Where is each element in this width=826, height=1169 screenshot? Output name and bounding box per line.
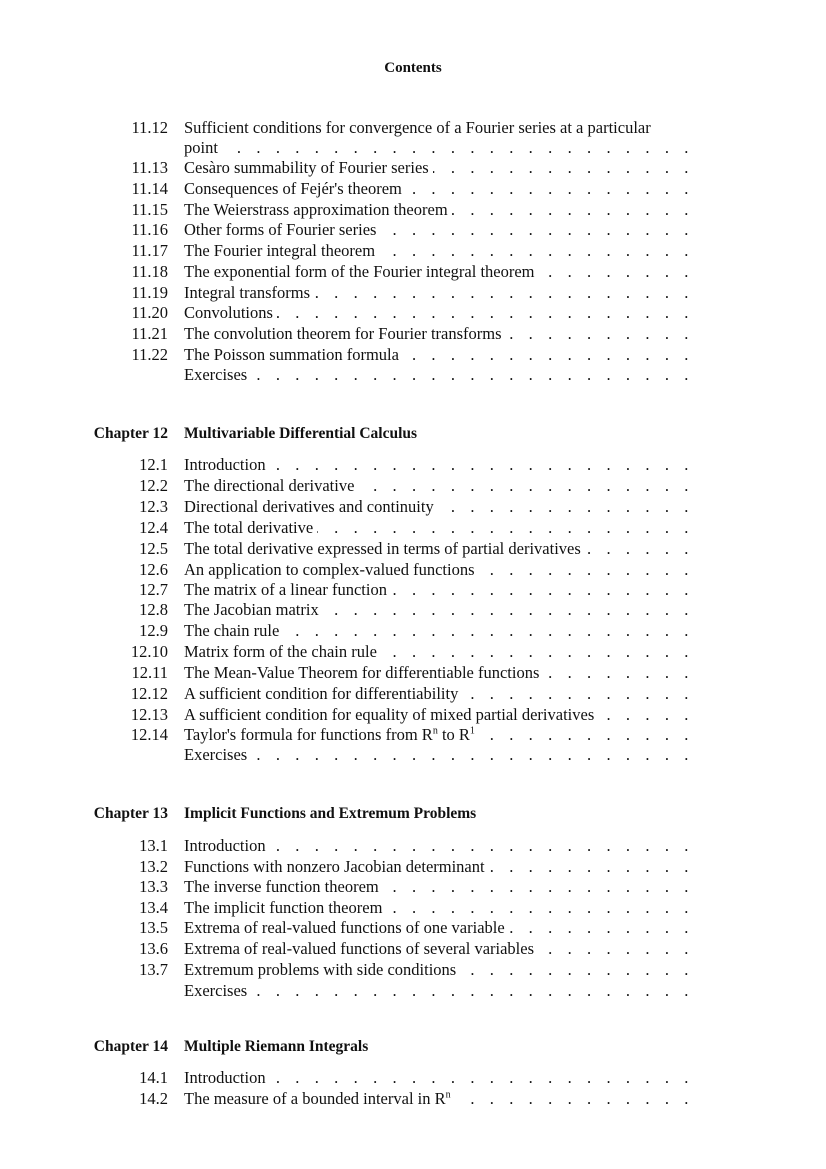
section-title: Integral transforms . . .	[184, 283, 694, 303]
toc-entry	[0, 836, 826, 856]
section-title: Matrix form of the chain rule . . .	[184, 642, 694, 662]
chapter-number: Chapter 14	[93, 1038, 168, 1055]
chapter-title: Implicit Functions and Extremum Problems	[184, 804, 694, 824]
section-title: An application to complex-valued functions . . .	[184, 560, 694, 580]
section-title: The Weierstrass approximation theorem . . .	[184, 200, 694, 220]
section-title: The directional derivative . . .	[184, 476, 694, 496]
section-title: The Jacobian matrix . . .	[184, 600, 694, 620]
section-number: 14.1	[139, 1068, 168, 1087]
section-title: Functions with nonzero Jacobian determinant . . .	[184, 857, 694, 877]
chapter-title: Multiple Riemann Integrals	[184, 1037, 694, 1057]
toc-entry	[0, 518, 826, 538]
section-title: The exponential form of the Fourier integral theorem . . .	[184, 262, 694, 282]
toc-entry	[0, 345, 826, 365]
section-number: 12.12	[130, 684, 168, 703]
section-number: 12.9	[139, 621, 168, 640]
toc-entry	[0, 600, 826, 620]
section-title: Extremum problems with side conditions . . .	[184, 960, 694, 980]
section-title: Taylor's formula for functions from $R^n$ to $R^1$ . . .	[184, 725, 694, 745]
toc-entry	[0, 960, 826, 980]
section-title: Exercises . . .	[184, 365, 694, 385]
toc-entry	[0, 220, 826, 240]
section-title: A sufficient condition for equality of mixed partial derivatives . . .	[184, 705, 694, 725]
section-number: 13.7	[139, 960, 168, 979]
toc-entry	[0, 663, 826, 683]
section-title: Exercises . . .	[184, 745, 694, 765]
chapter-heading	[0, 424, 826, 444]
section-number: 11.18	[131, 262, 168, 281]
section-title: Cesàro summability of Fourier series . . .	[184, 158, 694, 178]
section-title: The total derivative expressed in terms of partial derivatives . . .	[184, 539, 694, 559]
section-number: 12.3	[139, 497, 168, 516]
toc-entry	[0, 539, 826, 559]
section-title: Extrema of real-valued functions of one variable . . .	[184, 918, 694, 938]
toc-entry	[0, 725, 826, 745]
section-title: Other forms of Fourier series . . .	[184, 220, 694, 240]
section-title: The chain rule . . .	[184, 621, 694, 641]
toc-entry	[0, 918, 826, 938]
section-number: 13.3	[139, 877, 168, 896]
section-number: 12.4	[139, 518, 168, 537]
section-number: 13.5	[139, 918, 168, 937]
section-number: 14.2	[139, 1089, 168, 1108]
section-number: 11.13	[131, 158, 168, 177]
toc-entry	[0, 981, 826, 1001]
section-number: 11.16	[131, 220, 168, 239]
toc-entry	[0, 158, 826, 178]
section-number: 12.2	[139, 476, 168, 495]
section-title: Directional derivatives and continuity . . .	[184, 497, 694, 517]
section-title: Extrema of real-valued functions of several variables . . .	[184, 939, 694, 959]
toc-entry	[0, 642, 826, 662]
toc-entry	[0, 580, 826, 600]
toc-entry	[0, 497, 826, 517]
toc-entry	[0, 138, 826, 158]
section-number: 12.7	[139, 580, 168, 599]
chapter-number: Chapter 12	[93, 425, 168, 442]
toc-entry	[0, 745, 826, 765]
toc-entry	[0, 705, 826, 725]
section-number: 12.13	[130, 705, 168, 724]
toc-entry	[0, 857, 826, 877]
section-title: point . . .	[184, 138, 694, 158]
section-title: Consequences of Fejér's theorem . . .	[184, 179, 694, 199]
section-number: 12.5	[139, 539, 168, 558]
section-number: 13.1	[139, 836, 168, 855]
toc-entry	[0, 455, 826, 475]
section-title: The Fourier integral theorem . . .	[184, 241, 694, 261]
toc-entry	[0, 262, 826, 282]
section-number: 13.2	[139, 857, 168, 876]
chapter-heading	[0, 804, 826, 824]
section-title: The implicit function theorem . . .	[184, 898, 694, 918]
toc-entry	[0, 476, 826, 496]
toc-entry	[0, 898, 826, 918]
section-number: 11.19	[131, 283, 168, 302]
section-number: 12.6	[139, 560, 168, 579]
toc-entry	[0, 1089, 826, 1109]
section-title: The Mean-Value Theorem for differentiable functions . . .	[184, 663, 694, 683]
section-title: Exercises . . .	[184, 981, 694, 1001]
section-title: The convolution theorem for Fourier transforms . . .	[184, 324, 694, 344]
section-number: 11.15	[131, 200, 168, 219]
chapter-number: Chapter 13	[93, 805, 168, 822]
toc-entry	[0, 877, 826, 897]
section-number: 12.10	[130, 642, 168, 661]
section-number: 11.22	[131, 345, 168, 364]
toc-entry	[0, 365, 826, 385]
toc-entry	[0, 621, 826, 641]
section-title: Sufficient conditions for convergence of a Fourier series at a particular	[184, 118, 694, 138]
section-title: Introduction . . .	[184, 455, 694, 475]
toc-entry	[0, 179, 826, 199]
section-title: The matrix of a linear function . . .	[184, 580, 694, 600]
section-title: The total derivative . . .	[184, 518, 694, 538]
section-number: 11.12	[131, 118, 168, 137]
section-title: The inverse function theorem . . .	[184, 877, 694, 897]
toc-entry	[0, 303, 826, 323]
section-number: 12.8	[139, 600, 168, 619]
toc-entry	[0, 1068, 826, 1088]
section-number: 13.4	[139, 898, 168, 917]
section-number: 11.17	[131, 241, 168, 260]
page-title: Contents	[384, 60, 442, 76]
chapter-heading	[0, 1037, 826, 1057]
section-title: Introduction . . .	[184, 1068, 694, 1088]
section-title: Introduction . . .	[184, 836, 694, 856]
section-number: 12.14	[130, 725, 168, 744]
toc-entry	[0, 939, 826, 959]
section-number: 11.21	[131, 324, 168, 343]
toc-entry	[0, 241, 826, 261]
section-number: 13.6	[139, 939, 168, 958]
section-title: Convolutions . . .	[184, 303, 694, 323]
chapter-title: Multivariable Differential Calculus	[184, 424, 694, 444]
section-number: 12.11	[131, 663, 168, 682]
section-title: The Poisson summation formula . . .	[184, 345, 694, 365]
toc-entry	[0, 200, 826, 220]
section-number: 12.1	[139, 455, 168, 474]
toc-entry	[0, 560, 826, 580]
toc-entry	[0, 283, 826, 303]
toc-entry	[0, 118, 826, 138]
section-title: A sufficient condition for differentiability . . .	[184, 684, 694, 704]
section-number: 11.14	[131, 179, 168, 198]
section-title: The measure of a bounded interval in $R^n$ . . .	[184, 1089, 694, 1109]
toc-entry	[0, 324, 826, 344]
toc-entry	[0, 684, 826, 704]
section-number: 11.20	[131, 303, 168, 322]
